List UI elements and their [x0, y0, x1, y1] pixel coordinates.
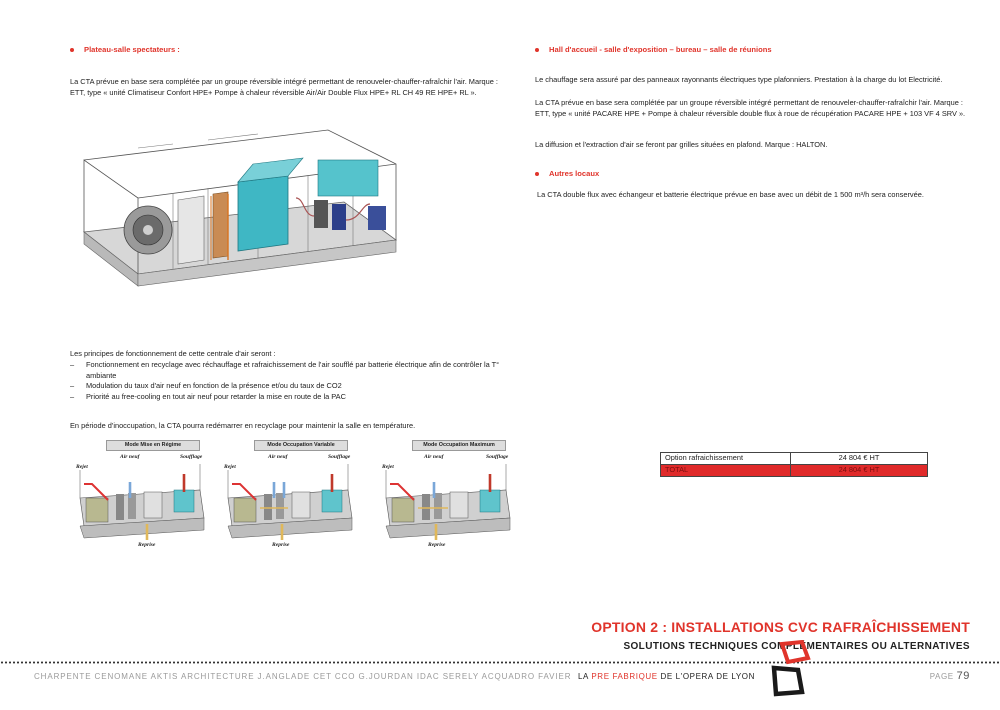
label-rejet: Rejet — [76, 464, 88, 470]
mode-diagram-occupation-variable — [220, 440, 356, 558]
bullet-icon — [535, 172, 539, 176]
bullet-icon — [70, 48, 74, 52]
label-rejet: Rejet — [382, 464, 394, 470]
page-number-value: 79 — [956, 670, 970, 682]
brand-pre: LA — [578, 672, 592, 681]
cost-table — [660, 452, 928, 477]
label-reprise: Reprise — [272, 542, 290, 548]
brand-red: PRE FABRIQUE — [591, 672, 658, 681]
label-rejet: Rejet — [224, 464, 236, 470]
mode-title: Mode Occupation Variable — [254, 440, 348, 451]
cost-value: 24 804 € HT — [791, 453, 928, 465]
paragraph-cta-plateau: La CTA prévue en base sera complétée par un groupe réversible intégré permettant de renouveler-chauffer-rafraîchir l'air. Marque : ETT, type « unité Climatiseur Confort HPE+ Pompe à chaleur réversible Air/Air Double Flux HPE+ RL CH 49 RE HPE+ RL ». — [70, 77, 498, 97]
mode-diagram-mise-en-regime — [72, 440, 208, 558]
cost-value: 24 804 € HT — [791, 465, 928, 477]
brand-post: DE L'OPERA DE LYON — [657, 672, 755, 681]
heading-hall-accueil: Hall d'accueil - salle d'exposition – bureau – salle de réunions — [535, 45, 772, 56]
dotted-divider — [0, 661, 1000, 664]
label-air-neuf: Air neuf — [268, 454, 288, 460]
cost-label: TOTAL — [661, 465, 791, 477]
heading-plateau-salle: Plateau-salle spectateurs : — [70, 45, 180, 56]
label-air-neuf: Air neuf — [424, 454, 444, 460]
table-row — [661, 453, 928, 465]
mode-diagram-occupation-maximum — [378, 440, 514, 558]
paragraph-cta-hall: La CTA prévue en base sera complétée par un groupe réversible intégré permettant de renouveler-chauffer-rafraîchir l'air. Marque : ETT, type « unité PACARE HPE + Pompe à chaleur réversible double flux à roue de récupération PACARE HPE + 103 VF 4 SRV ». — [535, 98, 966, 118]
option-title: OPTION 2 : INSTALLATIONS CVC RAFRAÎCHISSEMENT — [591, 619, 970, 635]
page-number — [930, 669, 970, 685]
label-reprise: Reprise — [428, 542, 446, 548]
paragraph-diffusion: La diffusion et l'extraction d'air se feront par grilles situées en plafond. Marque : HALTON. — [535, 140, 828, 149]
cta-unit-illustration — [78, 120, 400, 302]
principles-intro: Les principes de fonctionnement de cette centrale d'air seront : — [70, 349, 276, 358]
option-subtitle: SOLUTIONS TECHNIQUES COMPLÉMENTAIRES OU ALTERNATIVES — [623, 641, 970, 652]
label-air-neuf: Air neuf — [120, 454, 140, 460]
list-item: – Modulation du taux d'air neuf en fonction de la présence et/ou du taux de CO2 — [70, 381, 502, 392]
mode-title: Mode Mise en Régime — [106, 440, 200, 451]
paragraph-autres-locaux: La CTA double flux avec échangeur et batterie électrique prévue en base avec un débit de 1 500 m³/h sera conservée. — [537, 190, 924, 199]
page-label: PAGE — [929, 672, 957, 681]
paragraph-inoccupation: En période d'inoccupation, la CTA pourra redémarrer en recyclage pour maintenir la salle en température. — [70, 421, 416, 430]
mode-title: Mode Occupation Maximum — [412, 440, 506, 451]
cost-label: Option rafraichissement — [661, 453, 791, 465]
heading-autres-locaux: Autres locaux — [535, 169, 599, 180]
list-item: – Priorité au free-cooling en tout air neuf pour retarder la mise en route de la PAC — [70, 392, 502, 403]
table-row-total — [661, 465, 928, 477]
paragraph-chauffage: Le chauffage sera assuré par des panneaux rayonnants électriques type plafonniers. Prestation à la charge du lot Electricité. — [535, 75, 943, 84]
bullet-icon — [535, 48, 539, 52]
opera-logo-icon — [768, 640, 814, 698]
list-item: – Fonctionnement en recyclage avec réchauffage et rafraichissement de l'air soufflé par batterie électrique afin de contrôler la T° ambiante — [70, 360, 502, 381]
partners-list: CHARPENTE CENOMANE AKTIS ARCHITECTURE J.ANGLADE CET CCO G.JOURDAN IDAC SERELY ACQUADRO FAVIER — [34, 672, 572, 681]
label-reprise: Reprise — [138, 542, 156, 548]
label-soufflage: Soufflage — [328, 454, 351, 460]
principles-list — [70, 360, 502, 402]
label-soufflage: Soufflage — [486, 454, 509, 460]
label-soufflage: Soufflage — [180, 454, 203, 460]
brand-line — [578, 671, 755, 682]
